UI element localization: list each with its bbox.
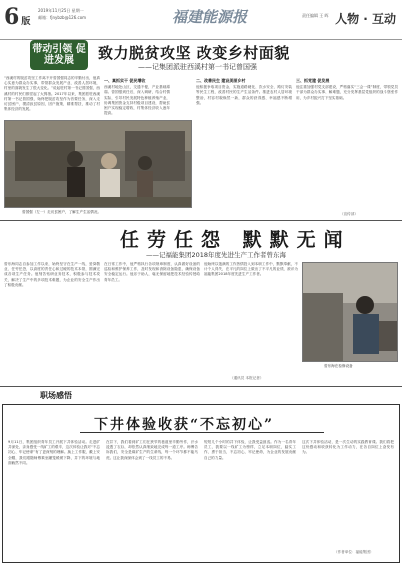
masthead — [0, 0, 402, 40]
page-number: 6 版 — [4, 4, 31, 30]
feature2-subheadline: ——记福能集团2018年度先进生产工作者曾东海 — [146, 251, 287, 259]
column-col4: 这次下井体验活动，是一次生动的实践教育课。我们将把这份感动和收获转化为工作动力，在各自岗位上奋发有为。 — [302, 440, 394, 455]
column-col1: 9月11日，集团组织青年员工开展下井体验活动。走进矿井深处，亲身感受一线矿工的艰辛，这次体验让我对“不忘初心、牢记使命”有了更深刻的理解。换上工作服，戴上安全帽，我们跟随师傅乘坐罐笼缓缓下降，井下的环境与地面截然不同。 — [8, 440, 100, 465]
feature1-col3-subhead: 二、改善民生 建设美丽乡村 — [196, 78, 246, 83]
email: 邮箱：fjnybzb@126.com — [38, 15, 87, 20]
headline-rule — [80, 432, 324, 433]
section-divider — [0, 220, 402, 221]
feature1-col4-subhead: 三、抓党建 促发展 — [296, 78, 330, 83]
column-col3: 短短几个小时的井下体验，让我受益匪浅。作为一名青年员工，我要以一线矿工为榜样，立足本职岗位，踏实工作，勇于担当，不忘初心，牢记使命，为企业的发展贡献自己的力量。 — [204, 440, 296, 460]
feature1-subheadline: ——记集团派驻西溪村第一书记曾国强 — [138, 63, 257, 71]
feature1-col1: “西溪村的脱贫攻坚工作离不开曾国强同志的辛勤付出，他真心实意为群众办实事，带领群众发展产业、改善人居环境，村里的面貌发生了很大变化。”说起驻村第一书记曾国强，西溪村的村民们都竖起了大拇指。2017年以来，集团派驻西溪村第一书记曾国强，始终把脱贫攻坚作为首要任务，深入走访贫困户，摸清致贫原因，因户施策，精准帮扶，推动了村集体经济的发展。 — [4, 76, 100, 112]
feature1-photo — [4, 120, 192, 208]
column-headline: 下井体验收获“不忘初心” — [94, 417, 275, 433]
column-author: （作者单位：福能集团） — [334, 550, 374, 554]
column-col2: 在井下，我们看到矿工们在狭窄的巷道里辛勤劳作，汗水浸透了衣衫，却依然认真细致地完成每一道工序。师傅告诉我们，安全是煤矿生产的生命线，每一个环节都不能马虎。这让我深深体会到了一线员工的不易。 — [106, 440, 198, 460]
feature2-photo — [302, 262, 398, 362]
feature2-author: （通讯员 本报记者） — [230, 376, 264, 380]
editor: 责任编辑 王 晖 — [302, 13, 329, 18]
feature1-col3-text: 他积极争取项目资金，实施道路硬化、饮水安全、路灯安装等民生工程，改善村民的生产生活条件。推进农村人居环境整治，村容村貌焕然一新，群众的获得感、幸福感不断增强。 — [196, 85, 292, 105]
feature2-col2: 在日常工作中，他严格执行各项规章制度，认真做好设备的巡检和维护保养工作，及时发现和消除设备隐患，确保设备安全稳定运行。他乐于助人，毫无保留地把技术经验传授给青年员工。 — [104, 262, 200, 282]
feature1-headline: 致力脱贫攻坚 改变乡村面貌 — [98, 44, 290, 62]
feature1-col2-subhead: 一、真抓实干 促民增收 — [104, 78, 146, 83]
section-name: 人物 · 互动 — [335, 12, 396, 26]
feature2-col1: 曾东海同志自参加工作以来，始终坚守在生产一线，爱岗敬业、任劳任怨，以高度的责任心和过硬的技术本领，圆满完成各项生产任务。他刻苦钻研业务技术，积极参与技术攻关，解决了生产中的多项技术难题，为企业的安全生产作出了积极贡献。 — [4, 262, 100, 287]
feature2-col3: 他始终以饱满的工作热情投入到本职工作中，默默奉献，不计个人得失，在平凡的岗位上做出了不平凡的业绩，被评为福能集团2018年度先进生产工作者。 — [204, 262, 298, 277]
issue-date: 2019年11月25日 星期一 — [38, 8, 84, 13]
paper-name: 福建能源报 — [172, 8, 248, 26]
feature1-col4-text: 他注重加强村党支部建设，严格落实“三会一课”制度，带领党员干部为群众办实事、解难题，充分发挥基层党组织的战斗堡垒作用，为乡村振兴打下坚实基础。 — [296, 85, 398, 100]
feature2-headline: 任劳任怨 默默无闻 — [120, 229, 351, 251]
feature1-col4 — [296, 76, 398, 208]
feature2-caption: 曾东海在检修设备 — [324, 364, 353, 368]
feature1-col3 — [196, 76, 292, 204]
feature1-author: （宣传部） — [340, 212, 358, 216]
feature1-col2-text: 西溪村地处山区，交通不便，产业基础薄弱。曾国强到任后，深入调研，结合村情实际，引导村民发展特色种植养殖产业，协调集团资金支持村级项目建设，帮助贫困户实现稳定增收，村集体经济收入逐年提高。 — [104, 85, 170, 116]
feature1-caption: 曾国强（左一）走访贫困户，了解生产生活情况。 — [22, 210, 102, 214]
section-divider-2 — [0, 386, 402, 387]
column-tag: 职场感悟 — [40, 391, 72, 400]
column-badge: 带动引领 促进发展 — [30, 40, 88, 70]
